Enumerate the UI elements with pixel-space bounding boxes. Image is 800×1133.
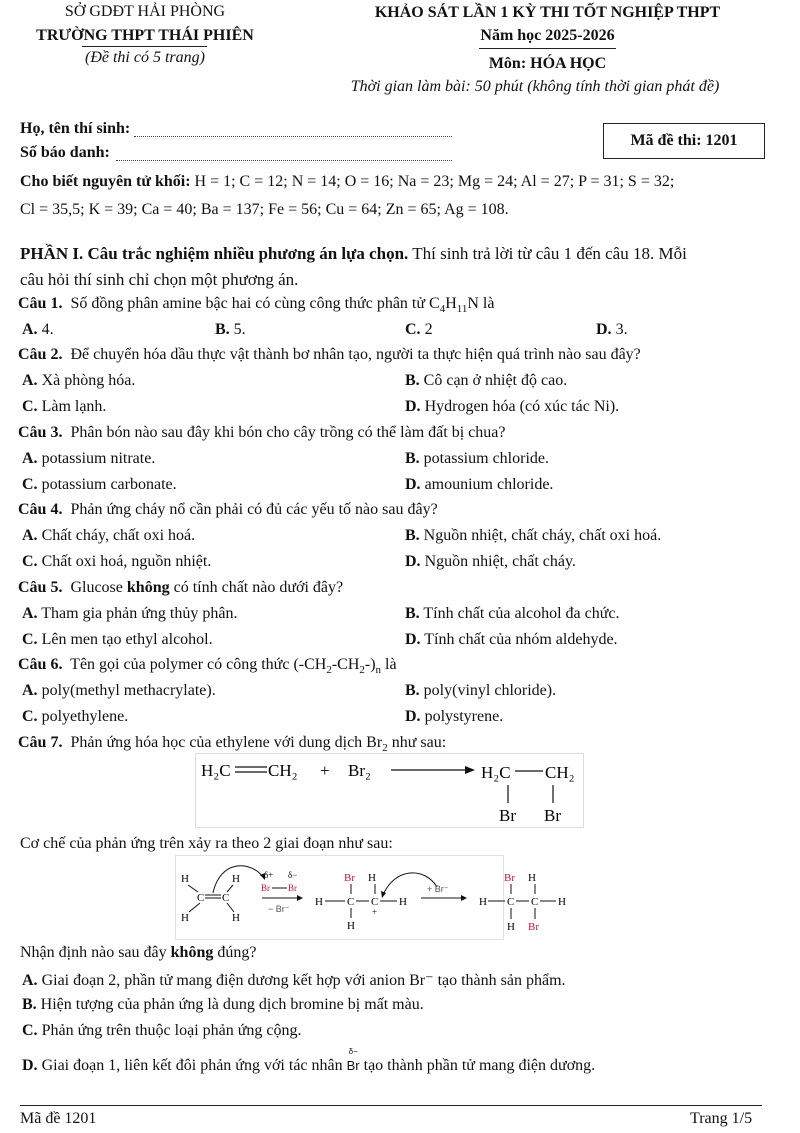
- plus-charge: +: [372, 907, 378, 917]
- plus-sign: +: [320, 761, 330, 780]
- atom-c: C: [507, 896, 515, 908]
- question-stem: Phản ứng hóa học của ethylene với dung dịch Br: [70, 734, 383, 751]
- school-name: TRƯỜNG THPT THÁI PHIÊN: [36, 27, 254, 44]
- q7-option-d[interactable]: [22, 1047, 596, 1075]
- atom-h: H: [479, 896, 487, 908]
- q3-option-b[interactable]: [405, 450, 549, 468]
- option-text: 5.: [233, 321, 246, 338]
- delta-minus-mark: δ−: [348, 1047, 358, 1056]
- reactant-br2: Br₂: [348, 761, 371, 780]
- q7-option-b[interactable]: [22, 996, 424, 1014]
- sub: 4: [439, 303, 446, 316]
- option-key: B.: [405, 527, 420, 544]
- bromine-symbol: Br: [346, 1058, 360, 1073]
- reaction-equation: [195, 753, 585, 828]
- option-text: Giai đoạn 1, liên kết đôi phản ứng với tác nhân: [41, 1057, 347, 1074]
- option-text: Làm lạnh.: [41, 398, 107, 415]
- option-key: C.: [22, 631, 38, 648]
- stem-part: H: [445, 295, 457, 312]
- option-key: B.: [22, 996, 37, 1013]
- id-label-text: Số báo danh:: [20, 144, 110, 161]
- q4-option-d[interactable]: [405, 553, 576, 571]
- br-delta-minus: [346, 1047, 360, 1073]
- option-text: 2: [424, 321, 433, 338]
- question-stem: Glucose: [70, 579, 127, 596]
- option-text: potassium carbonate.: [41, 476, 177, 493]
- atom-c: C: [222, 892, 230, 904]
- stage2-arrow-head: [461, 895, 467, 901]
- q4-option-b[interactable]: [405, 527, 661, 545]
- product-br-b: Br: [544, 806, 561, 825]
- option-key: B.: [405, 605, 420, 622]
- footer-code: Mã đề 1201: [20, 1110, 97, 1127]
- atom-c: C: [371, 896, 379, 908]
- bond: [188, 885, 198, 892]
- option-text: Hiện tượng của phản ứng là dung dịch bromine bị mất màu.: [40, 996, 424, 1013]
- q1-option-c[interactable]: [405, 321, 433, 339]
- option-key: C.: [22, 398, 38, 415]
- atom-h: H: [232, 912, 240, 924]
- mechanism-diagram: [175, 855, 575, 940]
- q4-option-a[interactable]: [22, 527, 195, 545]
- option-key: C.: [22, 1022, 38, 1039]
- atomic-values-1: H = 1; C = 12; N = 14; O = 16; Na = 23; Mg = 24; Al = 27; P = 31; S = 32;: [194, 173, 675, 190]
- option-text: potassium chloride.: [423, 450, 549, 467]
- q3-option-d[interactable]: [405, 476, 553, 494]
- question-stem: Phân bón nào sau đây khi bón cho cây trồng có thể làm đất bị chua?: [70, 424, 506, 441]
- option-text: polystyrene.: [424, 708, 504, 725]
- option-key: D.: [22, 1057, 38, 1074]
- atomic-line-2: Cl = 35,5; K = 39; Ca = 40; Ba = 137; Fe = 56; Cu = 64; Zn = 65; Ag = 108.: [20, 201, 509, 218]
- ask-text: đúng?: [213, 944, 257, 961]
- ask-text: Nhận định nào sau đây: [20, 944, 171, 961]
- q7-option-c[interactable]: [22, 1022, 302, 1040]
- reactant-ch2: CH₂: [268, 761, 298, 780]
- atom-h: H: [368, 872, 376, 884]
- stage1-arrow-head: [297, 895, 303, 901]
- stem-part: như sau:: [387, 734, 447, 751]
- option-key: C.: [22, 708, 38, 725]
- product-ch2: CH₂: [545, 763, 575, 782]
- reaction-arrow-head: [465, 766, 475, 774]
- q2-option-a[interactable]: [22, 372, 135, 390]
- atom-c: C: [347, 896, 355, 908]
- option-key: A.: [22, 372, 38, 389]
- option-key: D.: [405, 708, 421, 725]
- stage2-label: + Br⁻: [427, 884, 449, 894]
- atom-h: H: [399, 896, 407, 908]
- question-1: [18, 295, 494, 315]
- sub: 11: [456, 303, 468, 316]
- bond: [227, 885, 233, 892]
- sub: 2: [382, 742, 388, 755]
- option-text: Phản ứng trên thuộc loại phản ứng cộng.: [41, 1022, 302, 1039]
- option-key: A.: [22, 605, 38, 622]
- atom-h: H: [315, 896, 323, 908]
- question-num: Câu 7.: [18, 734, 63, 751]
- option-key: A.: [22, 682, 38, 699]
- name-label-text: Họ, tên thí sinh:: [20, 120, 131, 137]
- bond: [227, 903, 234, 912]
- option-text: Tham gia phản ứng thủy phân.: [41, 605, 238, 622]
- part1-desc: Thí sinh trả lời từ câu 1 đến câu 18. Mỗi: [408, 244, 687, 263]
- sub: 2: [359, 664, 365, 677]
- dept-name: SỞ GDĐT HẢI PHÒNG: [64, 3, 226, 20]
- option-key: B.: [405, 682, 420, 699]
- option-text: Xà phòng hóa.: [41, 372, 136, 389]
- question-4: [18, 501, 438, 519]
- atom-h: H: [507, 921, 515, 933]
- option-text: Giai đoạn 2, phần tử mang điện dương kết hợp với anion Br⁻ tạo thành sản phẩm.: [41, 972, 566, 989]
- option-key: C.: [22, 553, 38, 570]
- electron-arrow-2-head: [381, 891, 386, 898]
- question-stem: Số đồng phân amine bậc hai có cùng công thức phân tử C: [70, 295, 440, 312]
- q1-option-a[interactable]: [22, 321, 54, 339]
- option-key: D.: [596, 321, 612, 338]
- q5-option-d[interactable]: [405, 631, 618, 649]
- option-text: tạo thành phần tử mang điện dương.: [359, 1057, 596, 1074]
- option-key: B.: [215, 321, 230, 338]
- option-key: D.: [405, 398, 421, 415]
- product-h2c: H₂C: [481, 763, 511, 782]
- stem-emphasis: không: [126, 579, 170, 596]
- q2-option-b[interactable]: [405, 372, 567, 390]
- candidate-id-field[interactable]: [116, 144, 452, 161]
- q2-option-d[interactable]: [405, 398, 619, 416]
- q6-option-d[interactable]: [405, 708, 503, 726]
- atom-c: C: [197, 892, 205, 904]
- q7-option-a[interactable]: [22, 970, 566, 990]
- bromine-atom: Br: [528, 921, 539, 933]
- option-key: A.: [22, 972, 38, 989]
- time-note: Thời gian làm bài: 50 phút (không tính thời gian phát đề): [350, 78, 720, 95]
- exam-code-box: Mã đề thi: 1201: [603, 123, 765, 159]
- footer-page: Trang 1/5: [690, 1110, 753, 1127]
- option-text: amounium chloride.: [424, 476, 554, 493]
- q6-option-a[interactable]: [22, 682, 216, 700]
- stage1-label: − Br⁻: [268, 904, 290, 914]
- bromine-atom: Br: [504, 872, 515, 884]
- q5-option-b[interactable]: [405, 605, 620, 623]
- part1-heading: [20, 244, 687, 264]
- exam-year: Năm học 2025-2026: [480, 27, 615, 44]
- q1-option-d[interactable]: [596, 321, 628, 339]
- option-key: C.: [22, 476, 38, 493]
- pages-note: (Đề thi có 5 trang): [85, 49, 205, 66]
- q2-option-c[interactable]: [22, 398, 106, 416]
- atom-h: H: [558, 896, 566, 908]
- school-underline: [82, 46, 207, 47]
- option-key: D.: [405, 553, 421, 570]
- option-text: Tính chất của nhóm aldehyde.: [424, 631, 618, 648]
- stem-part: N là: [467, 295, 495, 312]
- question-3: [18, 424, 505, 442]
- ask-emphasis: không: [170, 944, 214, 961]
- question-stem: Tên gọi của polymer có công thức (-CH: [70, 656, 327, 673]
- question-2: [18, 346, 641, 364]
- bond: [189, 903, 200, 912]
- option-key: D.: [405, 476, 421, 493]
- option-text: poly(methyl methacrylate).: [41, 682, 216, 699]
- option-text: potassium nitrate.: [41, 450, 156, 467]
- stem-part: -CH: [331, 656, 360, 673]
- question-num: Câu 5.: [18, 579, 63, 596]
- q5-option-a[interactable]: [22, 605, 237, 623]
- option-text: Hydrogen hóa (có xúc tác Ni).: [424, 398, 620, 415]
- option-text: 4.: [41, 321, 54, 338]
- question-num: Câu 2.: [18, 346, 63, 363]
- option-text: polyethylene.: [41, 708, 129, 725]
- mechanism-intro: Cơ chế của phản ứng trên xảy ra theo 2 giai đoạn như sau:: [20, 835, 393, 852]
- option-text: Chất cháy, chất oxi hoá.: [41, 527, 196, 544]
- question-7: [18, 734, 446, 754]
- question-6: [18, 656, 397, 676]
- option-key: C.: [405, 321, 421, 338]
- atom-h: H: [181, 912, 189, 924]
- q6-option-c[interactable]: [22, 708, 128, 726]
- question-5: [18, 579, 343, 597]
- question-num: Câu 6.: [18, 656, 63, 673]
- question-num: Câu 3.: [18, 424, 63, 441]
- question-num: Câu 1.: [18, 295, 63, 312]
- q6-option-b[interactable]: [405, 682, 556, 700]
- candidate-id-label: [20, 144, 110, 162]
- option-text: Chất oxi hoá, nguồn nhiệt.: [41, 553, 212, 570]
- question-num: Câu 4.: [18, 501, 63, 518]
- option-text: 3.: [615, 321, 628, 338]
- exam-title: KHẢO SÁT LẦN 1 KỲ THI TỐT NGHIỆP THPT: [374, 4, 721, 21]
- option-text: Nguồn nhiệt, chất cháy, chất oxi hoá.: [423, 527, 662, 544]
- subject: Môn: HÓA HỌC: [488, 55, 607, 72]
- atom-c: C: [531, 896, 539, 908]
- q3-option-c[interactable]: [22, 476, 177, 494]
- question-stem: Để chuyển hóa dầu thực vật thành bơ nhân tạo, người ta thực hiện quá trình nào sau đây?: [70, 346, 641, 363]
- question-7-ask: [20, 944, 256, 962]
- stem-part: có tính chất nào dưới đây?: [169, 579, 344, 596]
- part1-desc-2: câu hỏi thí sinh chỉ chọn một phương án.: [20, 270, 299, 289]
- bromine-atom: Br: [288, 883, 297, 893]
- year-underline: [479, 48, 616, 49]
- option-key: B.: [405, 450, 420, 467]
- question-stem: Phản ứng cháy nổ cần phải có đủ các yếu tố nào sau đây?: [70, 501, 438, 518]
- option-key: A.: [22, 450, 38, 467]
- sub: n: [375, 664, 382, 677]
- stem-part: là: [381, 656, 397, 673]
- candidate-name-label: [20, 120, 130, 138]
- delta-plus: δ+: [264, 870, 274, 880]
- option-key: B.: [405, 372, 420, 389]
- equation-frame: [196, 754, 584, 828]
- q5-option-c[interactable]: [22, 631, 213, 649]
- footer-rule: [20, 1105, 762, 1106]
- atom-h: H: [181, 873, 189, 885]
- delta-minus: δ−: [288, 870, 298, 880]
- q1-option-b[interactable]: [215, 321, 246, 339]
- candidate-name-field[interactable]: [134, 120, 452, 137]
- bromine-atom: Br: [261, 883, 270, 893]
- option-text: Cô cạn ở nhiệt độ cao.: [423, 372, 568, 389]
- atomic-line-1: [20, 173, 674, 191]
- option-key: D.: [405, 631, 421, 648]
- q4-option-c[interactable]: [22, 553, 211, 571]
- option-text: Lên men tạo ethyl alcohol.: [41, 631, 213, 648]
- option-text: Tính chất của alcohol đa chức.: [423, 605, 620, 622]
- option-text: Nguồn nhiệt, chất cháy.: [424, 553, 576, 570]
- sub: 2: [326, 664, 332, 677]
- part1-title: PHẦN I. Câu trắc nghiệm nhiều phương án lựa chọn.: [20, 244, 409, 263]
- option-key: A.: [22, 321, 38, 338]
- q3-option-a[interactable]: [22, 450, 155, 468]
- atom-h: H: [528, 872, 536, 884]
- stem-part: -): [364, 656, 376, 673]
- atom-h: H: [347, 920, 355, 932]
- reactant-h2c: H₂C: [201, 761, 231, 780]
- product-br-a: Br: [499, 806, 516, 825]
- option-key: A.: [22, 527, 38, 544]
- bromine-atom: Br: [344, 872, 355, 884]
- atomic-label: Cho biết nguyên tử khối:: [20, 173, 191, 190]
- option-text: poly(vinyl chloride).: [423, 682, 557, 699]
- atom-h: H: [232, 873, 240, 885]
